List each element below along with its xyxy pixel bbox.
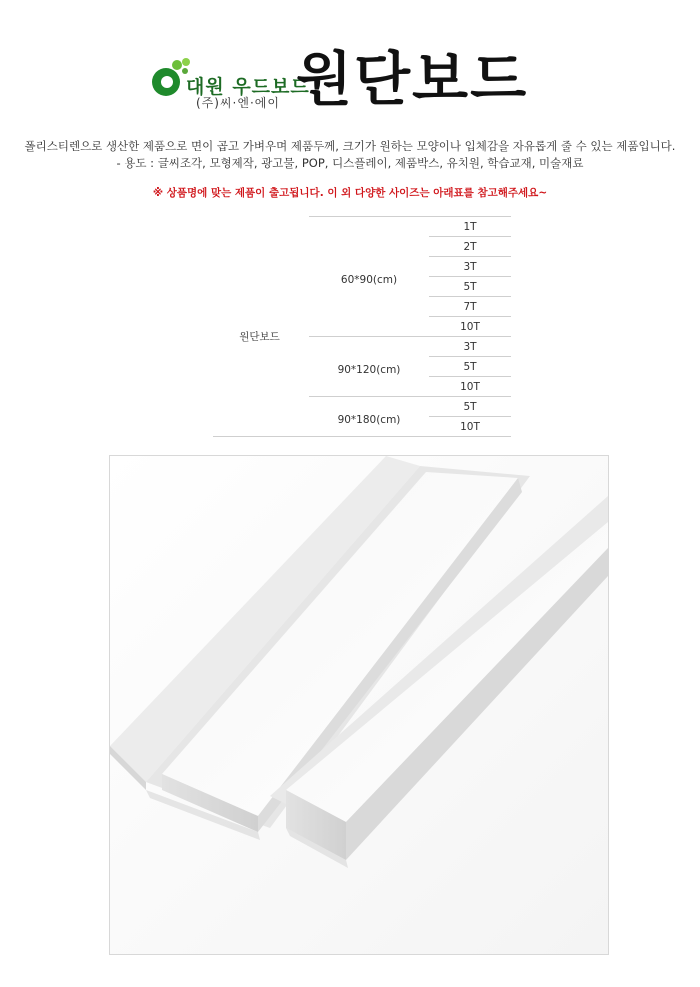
table-divider [429, 316, 511, 317]
table-divider [309, 396, 511, 397]
description-line-2: - 용도 : 글씨조각, 모형제작, 광고물, POP, 디스플레이, 제품박스, 유치원, 학습교재, 미술재료 [116, 156, 584, 170]
table-divider [429, 296, 511, 297]
thickness-cell: 3T [463, 341, 477, 353]
table-divider [429, 256, 511, 257]
table-divider [309, 336, 511, 337]
size-cell: 90*120(cm) [337, 364, 401, 376]
logo-name: 대원 우드보드 [186, 76, 310, 98]
thickness-cell: 5T [463, 281, 477, 293]
thickness-cell: 2T [463, 241, 477, 253]
thickness-cell: 7T [463, 301, 477, 313]
table-divider [213, 436, 511, 437]
table-divider [429, 356, 511, 357]
foam-boards-illustration [110, 456, 608, 954]
header [0, 40, 700, 120]
spec-table [213, 216, 511, 437]
thickness-cell: 10T [460, 321, 480, 333]
notice-text: ※ 상품명에 맞는 제품이 출고됩니다. 이 외 다양한 사이즈는 아래표를 참고해주세요~ [152, 187, 548, 199]
thickness-cell: 10T [460, 381, 480, 393]
table-divider [429, 416, 511, 417]
thickness-cell: 1T [463, 221, 477, 233]
size-cell: 90*180(cm) [337, 414, 401, 426]
table-divider [309, 216, 511, 217]
logo-mark-icon [150, 58, 190, 98]
thickness-cell: 5T [463, 401, 477, 413]
product-photo [109, 455, 609, 955]
table-divider [429, 276, 511, 277]
table-divider [429, 376, 511, 377]
product-name-cell: 원단보드 [239, 331, 280, 343]
table-divider [429, 236, 511, 237]
description-line-1: 폴리스티렌으로 생산한 제품으로 면이 곱고 가벼우며 제품두께, 크기가 원하는 모양이나 입체감을 자유롭게 줄 수 있는 제품입니다. [24, 139, 676, 153]
thickness-cell: 10T [460, 421, 480, 433]
size-cell: 60*90(cm) [340, 274, 398, 286]
thickness-cell: 3T [463, 261, 477, 273]
thickness-cell: 5T [463, 361, 477, 373]
page-title: 원단보드 [296, 45, 529, 113]
logo-subtitle: (주)씨·엔·에이 [196, 96, 280, 110]
